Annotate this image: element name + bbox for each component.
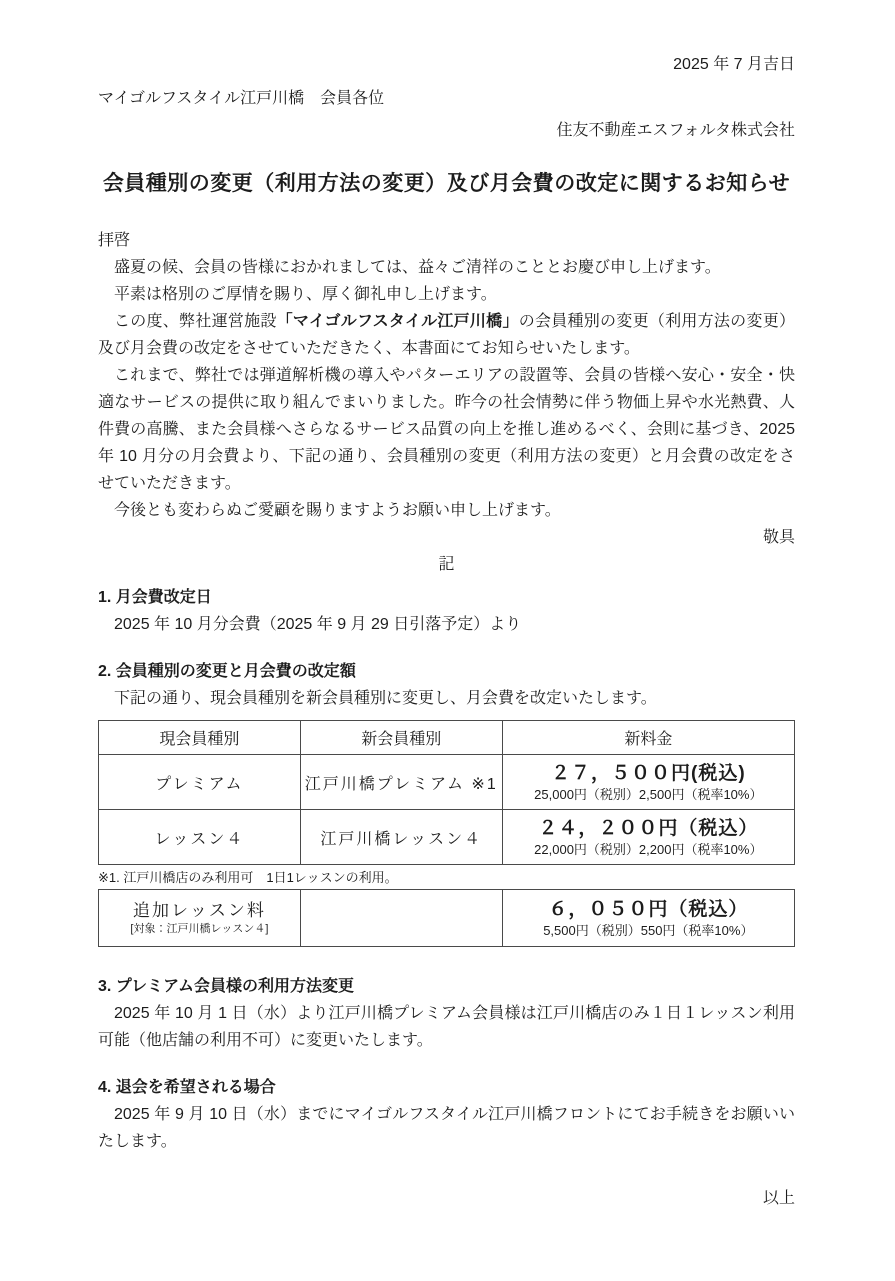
new-price-cell [502,755,794,810]
new-type-cell: 江戸川橋レッスン４ [300,810,502,865]
price-main: ６，０５０円（税込） [548,898,749,920]
col-header-new-price: 新料金 [502,721,794,755]
current-type-cell: レッスン４ [99,810,301,865]
table-row-lesson4 [99,810,795,865]
section-withdrawal [98,1074,795,1155]
col-header-current-type: 現会員種別 [99,721,301,755]
recipient-line: マイゴルフスタイル江戸川橋 会員各位 [98,90,385,107]
section-body: 下記の通り、現会員種別を新会員種別に変更し、月会費を改定いたします。 [114,690,657,707]
paragraph-announcement [98,308,795,362]
section-body: 2025 年 10 月分会費（2025 年 9 月 29 日引落予定）より [114,616,522,633]
extra-label-target: [対象：江戸川橋レッスン４] [130,923,269,935]
paragraph-announcement-prefix: この度、弊社運営施設 [114,313,277,330]
extra-label: 追加レッスン料 [132,901,266,920]
current-type-cell: プレミアム [99,755,301,810]
price-breakdown: 25,000円（税別）2,500円（税率10%） [534,786,763,802]
salutation: 拝啓 [98,232,131,249]
section-heading: 1. 月会費改定日 [98,589,212,606]
table-row-premium [99,755,795,810]
table-row-extra-lesson [99,890,795,947]
section-heading: 2. 会員種別の変更と月会費の改定額 [98,663,356,680]
paragraph-greeting: 盛夏の候、会員の皆様におかれましては、益々ご清祥のこととお慶び申し上げます。 [114,259,721,276]
extra-lesson-fee-table [98,889,795,947]
new-price-cell [502,890,794,947]
paragraph-thanks: 平素は格別のご厚情を賜り、厚く御礼申し上げます。 [114,286,497,303]
price-breakdown: 5,500円（税別）550円（税率10%） [543,922,754,938]
paragraph-background: これまで、弊社では弾道解析機の導入やパターエリアの設置等、会員の皆様へ安心・安全・快適なサービスの提供に取り組んでまいりました。昨今の社会情勢に伴う物価上昇や水光熱費、人件費の高騰、また会員様へさらなるサービス品質の向上を推し進めるべく、会則に基づき、2025 年 10 月分の月会費より、下記の通り、会員種別の変更（利用方法の変更）と月会費の改定をさせていただきます。 [98,367,795,492]
table-footnote: ※1. 江戸川橋店のみ利用可 1日1レッスンの利用。 [98,870,398,885]
fee-table [98,720,795,865]
closing-word: 敬具 [762,529,795,546]
record-mark: 記 [438,556,455,573]
fee-table-header-row [99,721,795,755]
price-main: ２７，５００円(税込) [551,762,746,784]
paragraph-announcement-suffix: の会員種別の変更（利用方法の変更）及び月会費の改定をさせていただきたく、本書面にてお知らせいたします。 [98,313,795,357]
section-body: 2025 年 9 月 10 日（水）までにマイゴルフスタイル江戸川橋フロントにてお手続きをお願いいたします。 [98,1106,795,1150]
new-price-cell [502,810,794,865]
paragraph-request: 今後とも変わらぬご愛顧を賜りますようお願い申し上げます。 [114,502,561,519]
section-fee-change [98,658,795,712]
document-title: 会員種別の変更（利用方法の変更）及び月会費の改定に関するお知らせ [102,172,791,195]
doc-date: 2025 年 7 月吉日 [673,56,795,73]
price-breakdown: 22,000円（税別）2,200円（税率10%） [534,841,763,857]
new-type-cell: 江戸川橋プレミアム ※1 [300,755,502,810]
extra-label-cell [99,890,301,947]
section-body: 2025 年 10 月 1 日（水）より江戸川橋プレミアム会員様は江戸川橋店のみ１日１レッスン利用可能（他店舗の利用不可）に変更いたします。 [98,1005,795,1049]
section-revision-date [98,584,795,638]
end-mark: 以上 [762,1190,795,1207]
facility-name-bold: 「マイゴルフスタイル江戸川橋」 [276,313,519,330]
section-heading: 4. 退会を希望される場合 [98,1079,276,1096]
col-header-new-type: 新会員種別 [300,721,502,755]
company-name: 住友不動産エスフォルタ株式会社 [556,122,795,139]
section-heading: 3. プレミアム会員様の利用方法変更 [98,978,355,995]
empty-cell [300,890,502,947]
section-premium-usage-change [98,973,795,1054]
price-main: ２４，２００円（税込） [538,817,759,839]
